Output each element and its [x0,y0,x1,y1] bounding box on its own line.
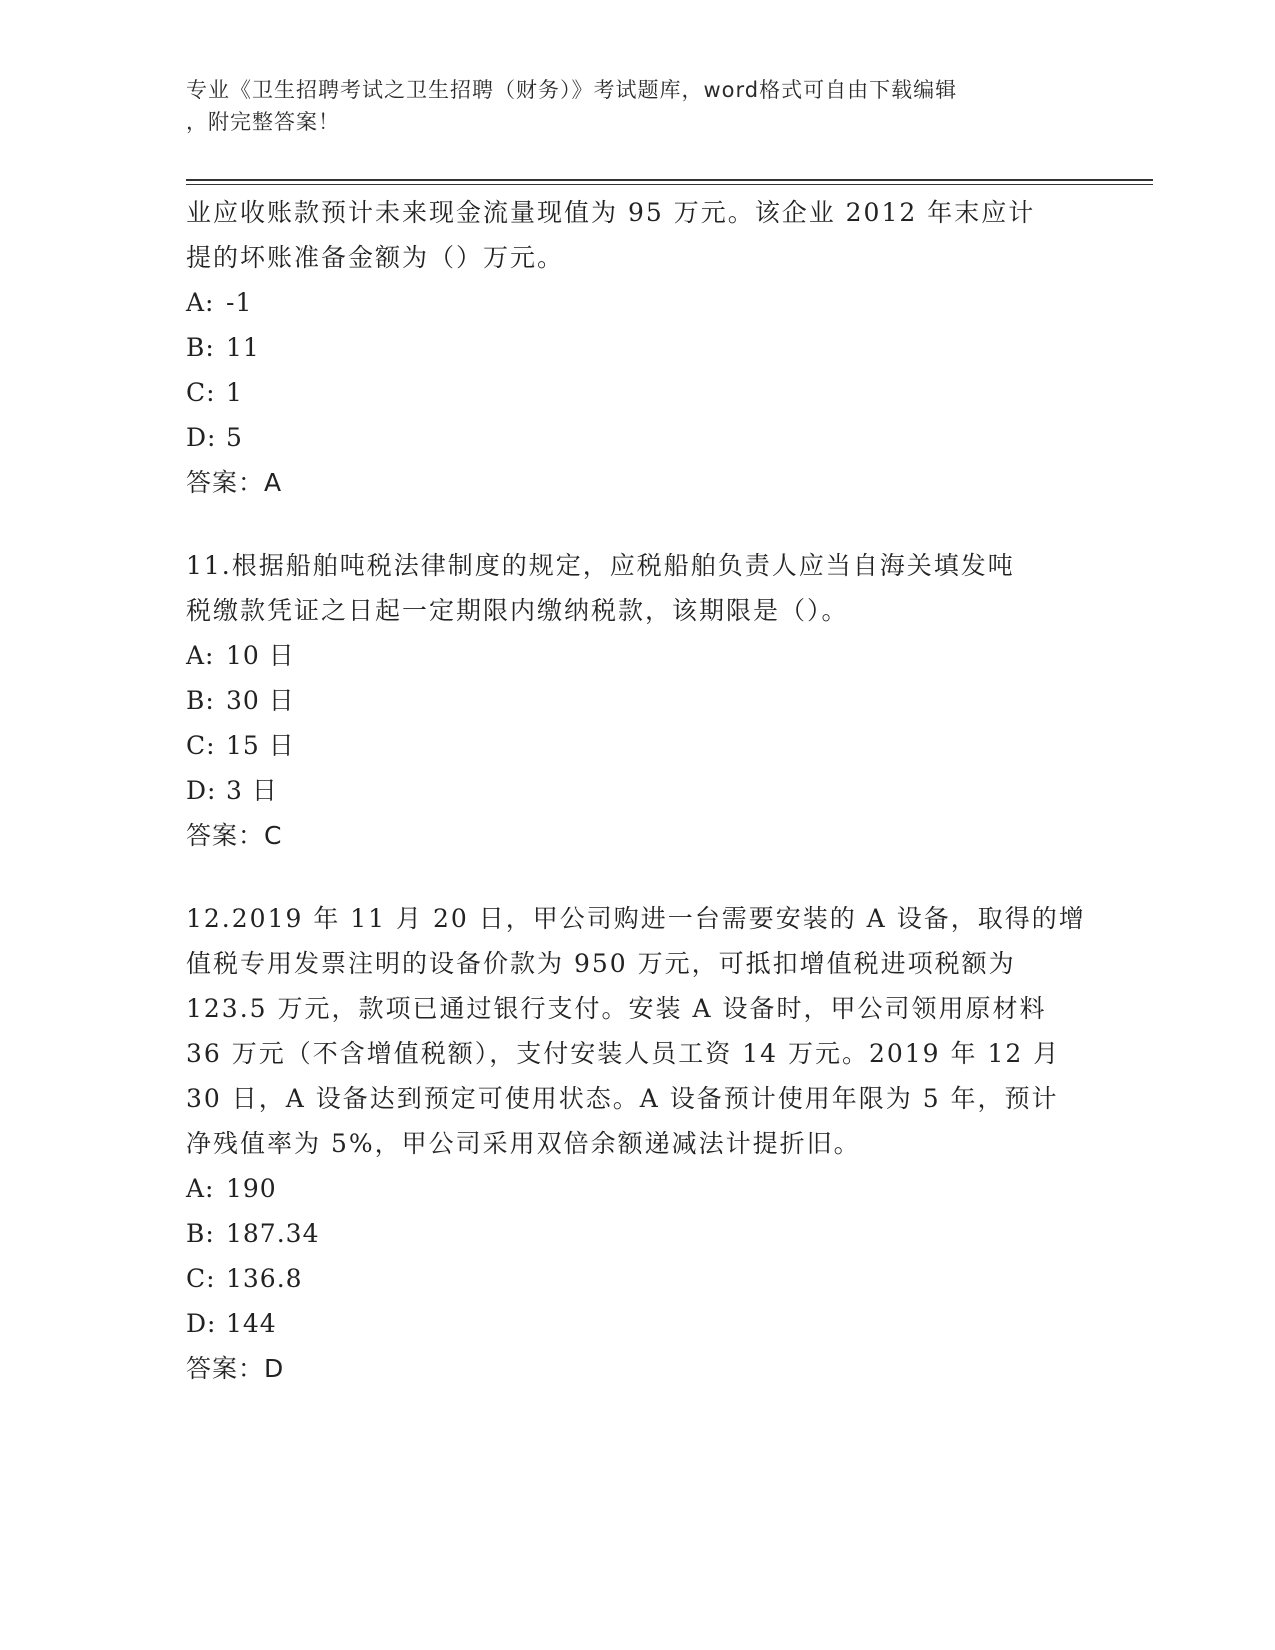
option-text: 5 [226,423,243,452]
answer-line: 答案：A [186,468,283,497]
option-key: A: [186,1174,215,1203]
option-d [186,415,1086,460]
question-stem-line: 值税专用发票注明的设备价款为 950 万元，可抵扣增值税进项税额为 [186,949,1016,978]
option-c [186,1256,1086,1301]
option-a [186,1166,1086,1211]
option-b [186,678,1086,723]
question-stem-line: 提的坏账准备金额为（）万元。 [186,243,565,272]
question-stem-line: 36 万元（不含增值税额），支付安装人员工资 14 万元。2019 年 12 月 [186,1039,1061,1068]
option-text: 3 日 [226,776,278,805]
question-12 [186,896,1086,1391]
question-stem-line: 净残值率为 5%，甲公司采用双倍余额递减法计提折旧。 [186,1129,861,1158]
option-text: 190 [226,1174,277,1203]
option-key: C: [186,731,216,760]
option-d [186,768,1086,813]
question-10 [186,190,1086,505]
header-divider-thin [186,184,1153,185]
option-text: 136.8 [226,1264,303,1293]
question-stem-line: 11.根据船舶吨税法律制度的规定，应税船舶负责人应当自海关填发吨 [186,551,1015,580]
header-line-2: ，附完整答案！ [186,110,340,134]
question-stem-line: 123.5 万元，款项已通过银行支付。安装 A 设备时，甲公司领用原材料 [186,994,1047,1023]
document-header [186,74,1066,138]
option-b [186,325,1086,370]
option-key: C: [186,1264,216,1293]
option-c [186,723,1086,768]
option-c [186,370,1086,415]
option-key: D: [186,776,217,805]
document-body [186,190,1086,1391]
option-key: B: [186,1219,215,1248]
header-line-1: 专业《卫生招聘考试之卫生招聘（财务）》考试题库，word格式可自由下载编辑 [186,78,958,102]
option-key: B: [186,686,215,715]
question-stem-line: 12.2019 年 11 月 20 日，甲公司购进一台需要安装的 A 设备，取得的增 [186,904,1086,933]
option-key: A: [186,641,215,670]
option-text: 1 [226,378,243,407]
header-divider-thick [186,179,1153,181]
option-text: 187.34 [226,1219,320,1248]
answer-line: 答案：C [186,821,283,850]
option-key: A: [186,288,215,317]
option-text: 144 [226,1309,277,1338]
option-key: B: [186,333,215,362]
option-text: 10 日 [226,641,295,670]
option-key: D: [186,423,217,452]
option-key: D: [186,1309,217,1338]
question-stem-line: 30 日，A 设备达到预定可使用状态。A 设备预计使用年限为 5 年，预计 [186,1084,1059,1113]
option-text: 15 日 [226,731,295,760]
option-d [186,1301,1086,1346]
option-text: -1 [226,288,253,317]
option-text: 11 [226,333,260,362]
option-b [186,1211,1086,1256]
question-11 [186,543,1086,858]
option-key: C: [186,378,216,407]
option-text: 30 日 [226,686,295,715]
question-stem-line: 业应收账款预计未来现金流量现值为 95 万元。该企业 2012 年末应计 [186,198,1036,227]
option-a [186,633,1086,678]
question-stem-line: 税缴款凭证之日起一定期限内缴纳税款，该期限是（）。 [186,596,849,625]
option-a [186,280,1086,325]
answer-line: 答案：D [186,1354,285,1383]
